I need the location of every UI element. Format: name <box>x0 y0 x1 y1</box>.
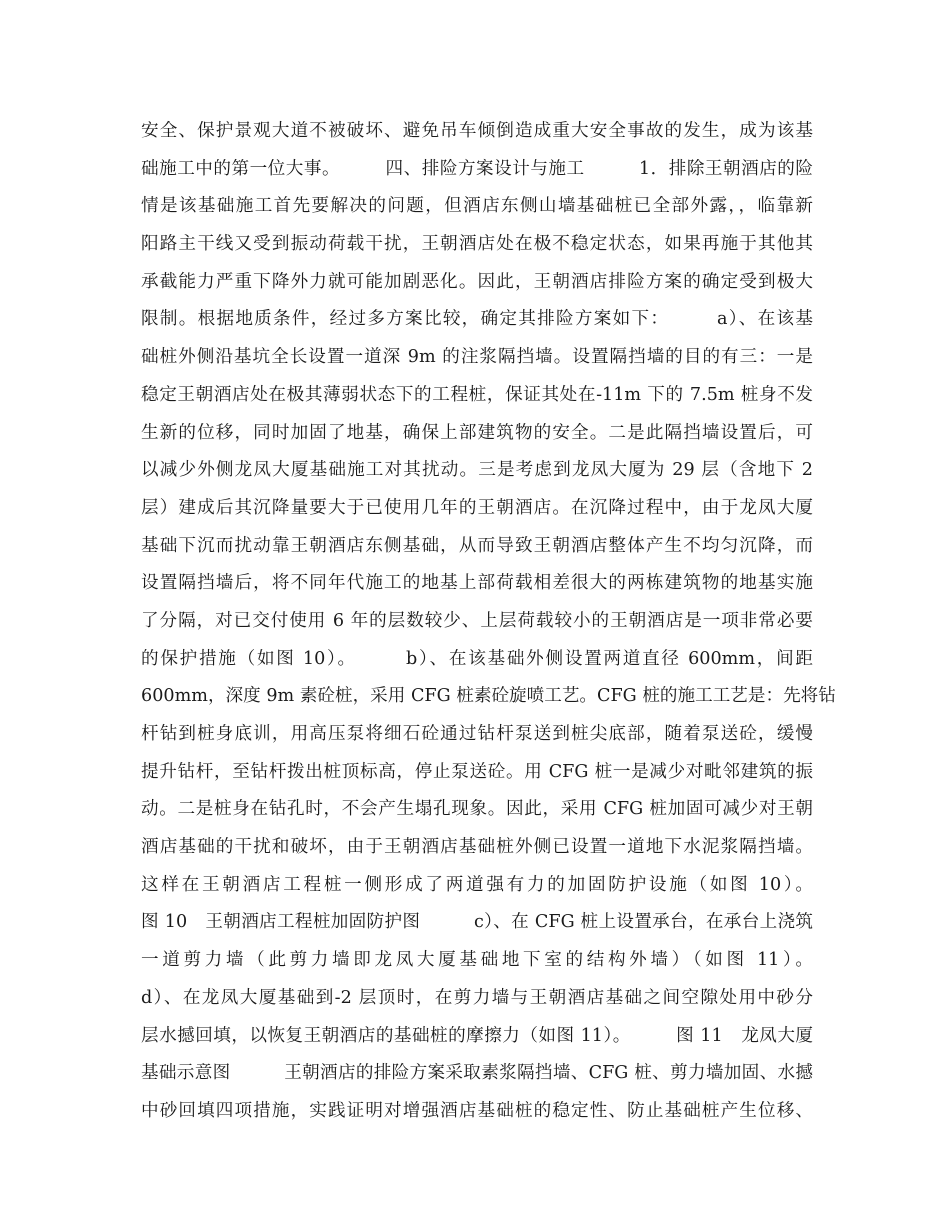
text-line: 基础下沉而扰动靠王朝酒店东侧基础，从而导致王朝酒店整体产生不均匀沉降，而 <box>141 535 813 556</box>
text-line: 安全、保护景观大道不被破坏、避免吊车倾倒造成重大安全事故的发生，成为该基 <box>141 121 813 141</box>
text-line: 以减少外侧龙凤大厦基础施工对其扰动。三是考虑到龙凤大厦为 29 层（含地下 2 <box>141 460 813 481</box>
text-line: 生新的位移，同时加固了地基，确保上部建筑物的安全。二是此隔挡墙设置后，可 <box>141 422 813 443</box>
text-line: 这样在王朝酒店工程桩一侧形成了两道强有力的加固防护设施（如图 10）。 <box>141 874 813 895</box>
text-line: 础桩外侧沿基坑全长设置一道深 9m 的注浆隔挡墙。设置隔挡墙的目的有三：一是 <box>141 347 813 368</box>
text-line: 动。二是桩身在钻孔时，不会产生塌孔现象。因此，采用 CFG 桩加固可减少对王朝 <box>141 799 813 820</box>
text-line: 阳路主干线又受到振动荷载干扰，王朝酒店处在极不稳定状态，如果再施于其他其 <box>141 234 813 255</box>
text-line: 承截能力严重下降外力就可能加剧恶化。因此，王朝酒店排险方案的确定受到极大 <box>141 271 813 292</box>
text-line: 的保护措施（如图 10）。 b）、在该基础外侧设置两道直径 600mm，间距 <box>141 648 813 669</box>
text-line: 层水撼回填，以恢复王朝酒店的基础桩的摩擦力（如图 11）。 图 11 龙凤大厦 <box>141 1025 813 1046</box>
text-line: 提升钻杆，至钻杆拨出桩顶标高，停止泵送砼。用 CFG 桩一是减少对毗邻建筑的振 <box>141 761 813 782</box>
text-line: 稳定王朝酒店处在极其薄弱状态下的工程桩，保证其处在-11m 下的 7.5m 桩身不发 <box>141 384 813 405</box>
text-line: d）、在龙凤大厦基础到-2 层顶时，在剪力墙与王朝酒店基础之间空隙处用中砂分 <box>141 987 813 1008</box>
text-line: 图 10 王朝酒店工程桩加固防护图 c）、在 CFG 桩上设置承台，在承台上浇筑 <box>141 912 813 933</box>
text-line: 600mm，深度 9m 素砼桩，采用 CFG 桩素砼旋喷工艺。CFG 桩的施工工艺是：先将钻 <box>141 686 836 707</box>
text-line: 础施工中的第一位大事。 四、排险方案设计与施工 1．排除王朝酒店的险 <box>141 158 813 179</box>
body-text <box>141 113 836 1131</box>
text-line: 设置隔挡墙后，将不同年代施工的地基上部荷载相差很大的两栋建筑物的地基实施 <box>141 573 813 594</box>
text-line: 限制。根据地质条件，经过多方案比较，确定其排险方案如下： a）、在该基 <box>141 309 813 330</box>
text-line: 酒店基础的干扰和破坏，由于王朝酒店基础桩外侧已设置一道地下水泥浆隔挡墙。 <box>141 837 813 858</box>
text-line: 了分隔，对已交付使用 6 年的层数较少、上层荷载较小的王朝酒店是一项非常必要 <box>141 610 813 631</box>
text-line: 层）建成后其沉降量要大于已使用几年的王朝酒店。在沉降过程中，由于龙凤大厦 <box>141 497 813 518</box>
text-line: 杆钻到桩身底训，用高压泵将细石砼通过钻杆泵送到桩尖底部，随着泵送砼，缓慢 <box>141 724 813 744</box>
text-line: 中砂回填四项措施，实践证明对增强酒店基础桩的稳定性、防止基础桩产生位移、 <box>141 1100 813 1121</box>
text-line: 情是该基础施工首先要解决的问题，但酒店东侧山墙基础桩已全部外露，，临靠新 <box>141 196 813 217</box>
text-line: 基础示意图 王朝酒店的排险方案采取素浆隔挡墙、CFG 桩、剪力墙加固、水撼 <box>141 1063 813 1084</box>
text-line: 一道剪力墙（此剪力墙即龙凤大厦基础地下室的结构外墙）（如图 11）。 <box>141 950 813 971</box>
